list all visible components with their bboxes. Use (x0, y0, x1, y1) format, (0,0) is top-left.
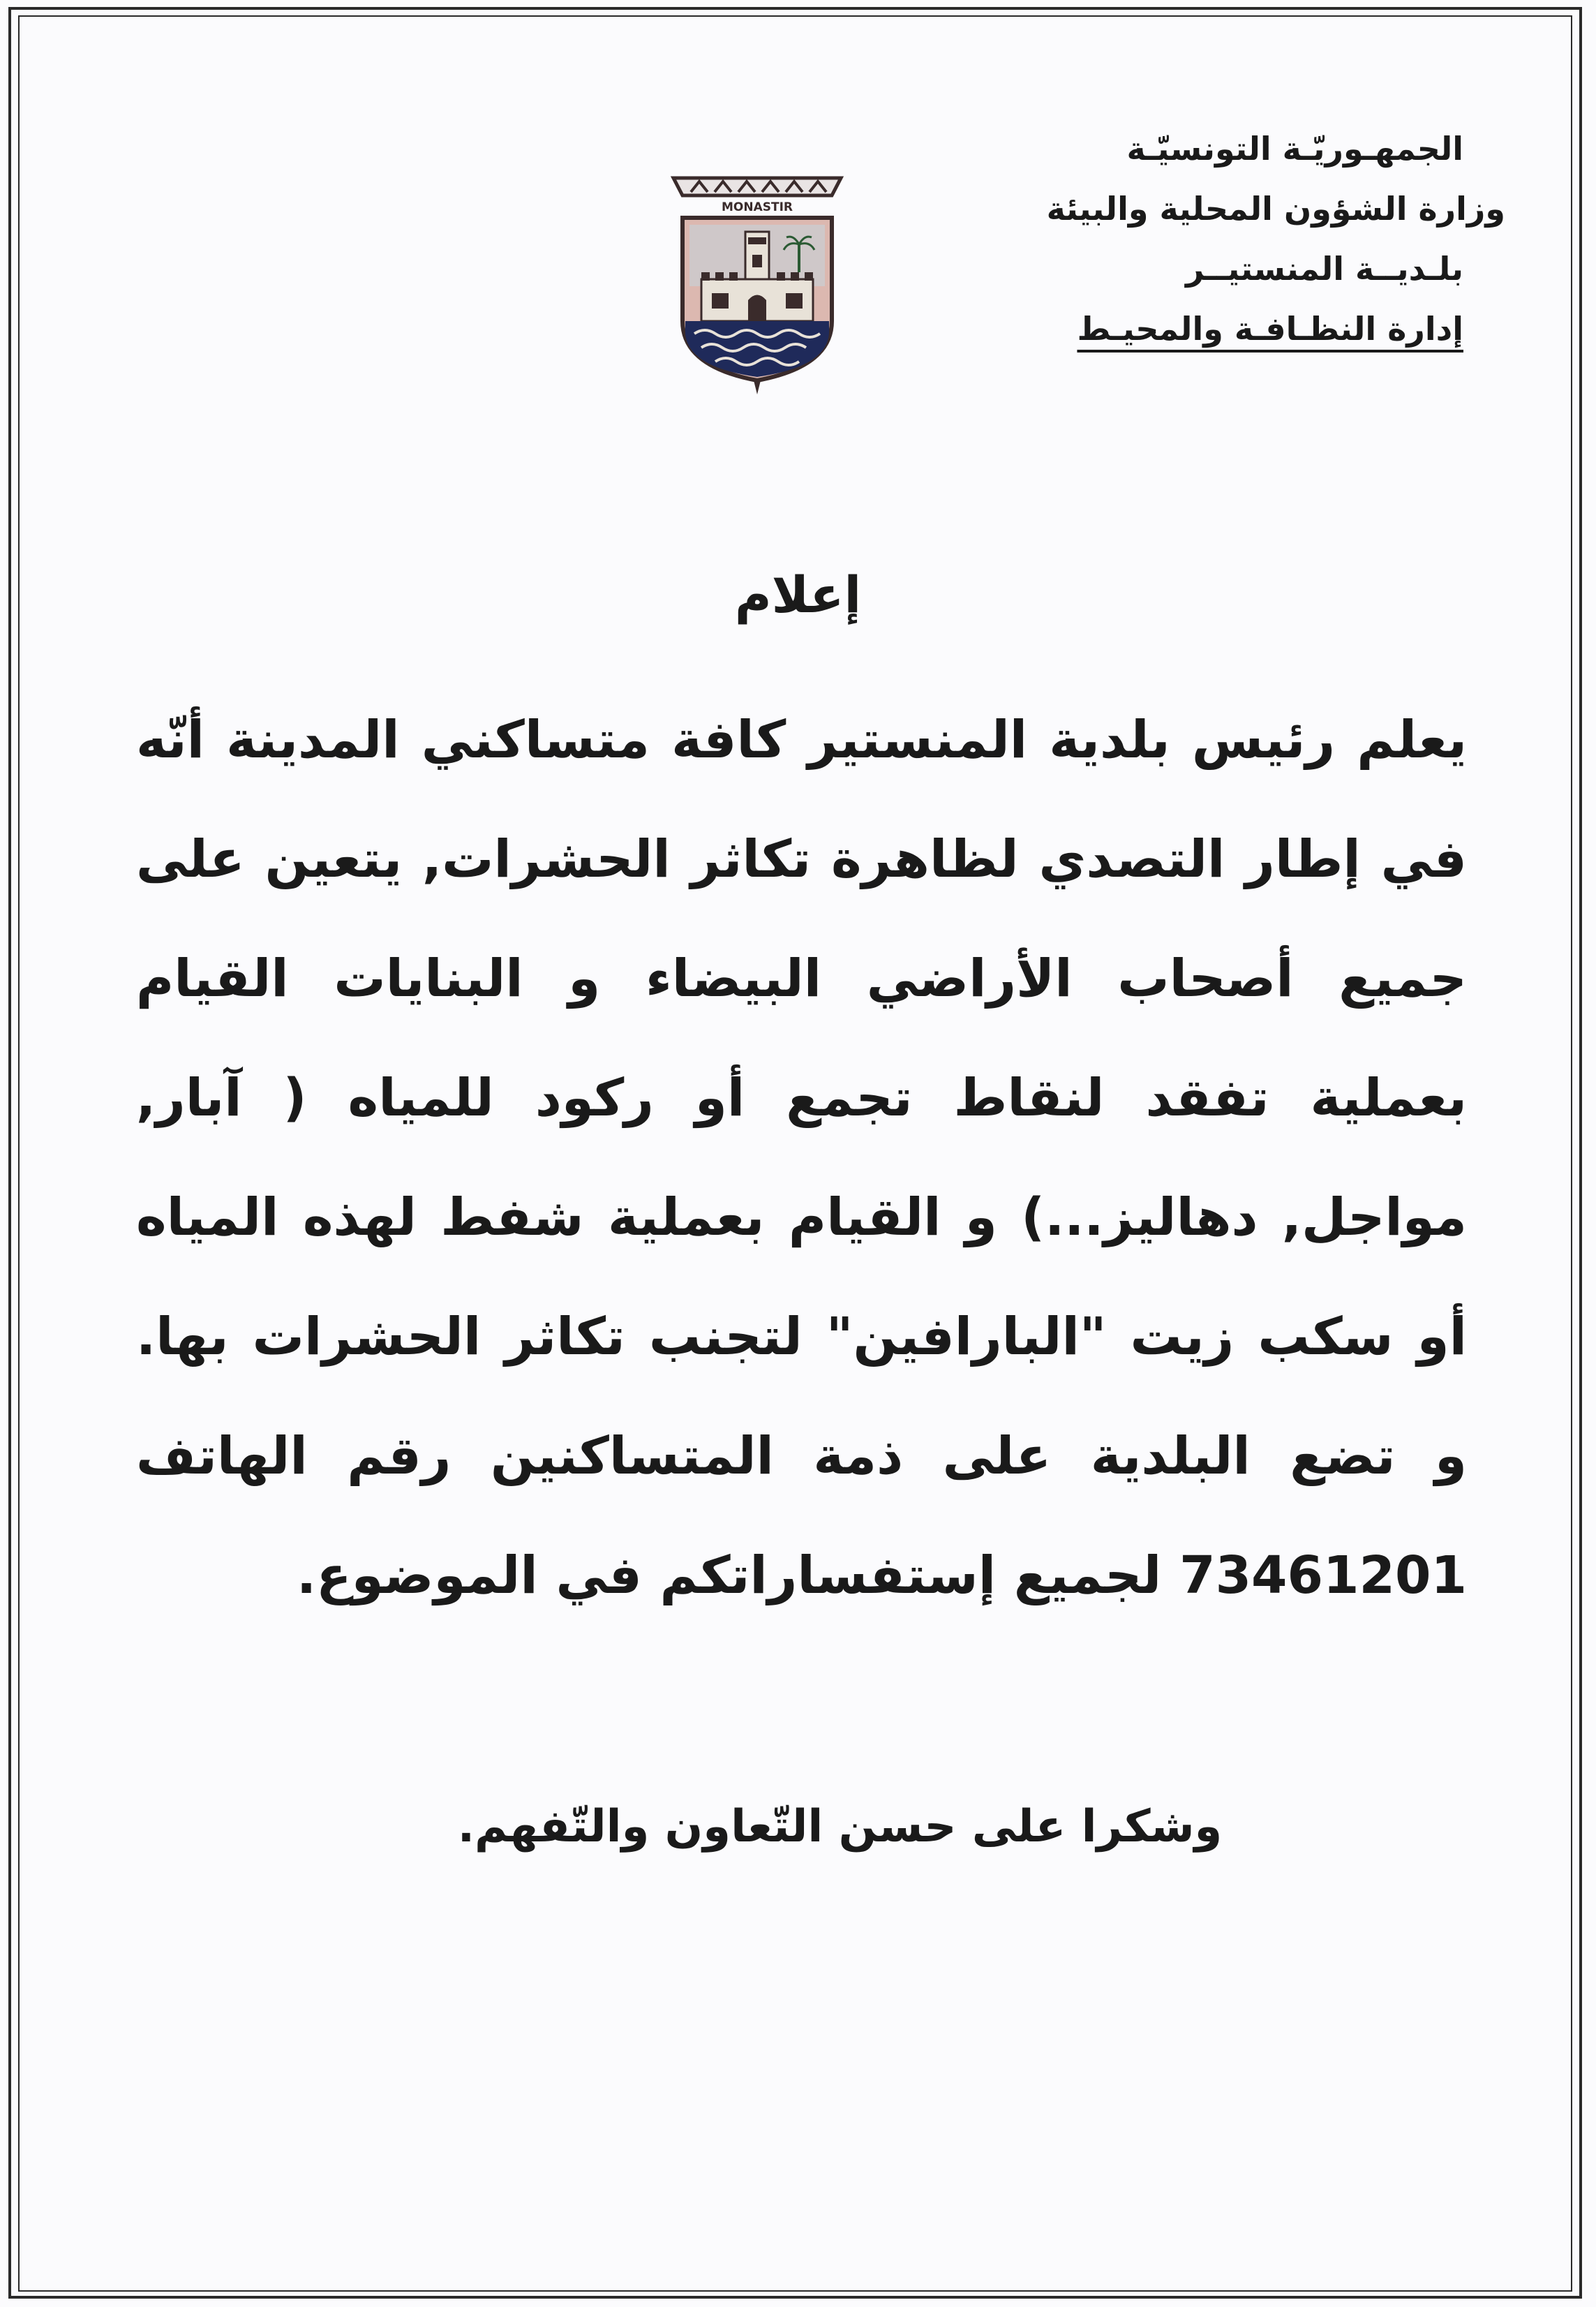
svg-text:MONASTIR: MONASTIR (721, 200, 793, 214)
letterhead-country: الجمهـوريّـة التونسيّـة (1126, 130, 1463, 168)
notice-body: يعلم رئيس بلدية المنستير كافة متساكني المدينة أنّه في إطار التصدي لظاهرة تكاثر الحشرات, يتعين على جميع أصحاب الأراضي البيضاء و البنايات القيام بعملية تفقد لنقاط تجمع أو ركود للمياه ( آبار, مواجل, دهاليز...) و القيام بعملية شفط لهذه المياه أو سكب زيت "البارافين" لتجنب تكاثر الحشرات بها. و تضع البلدية على ذمة المتساكنين رقم الهاتف 73461201 لجميع إستفساراتكم في الموضوع. (136, 710, 1467, 1605)
letterhead-municipality: بلـديــة المنستيــر (1185, 250, 1463, 288)
notice-title: إعلام (734, 565, 862, 624)
letterhead-department: إدارة النظـافـة والمحيـط (1077, 310, 1463, 348)
letterhead-ministry: وزارة الشؤون المحلية والبيئة (1046, 190, 1505, 228)
letterhead (933, 119, 1505, 359)
monastir-coat-of-arms-icon (670, 168, 844, 398)
notice-closing: وشكرا على حسن التّعاون والتّفهم. (457, 1801, 1223, 1853)
